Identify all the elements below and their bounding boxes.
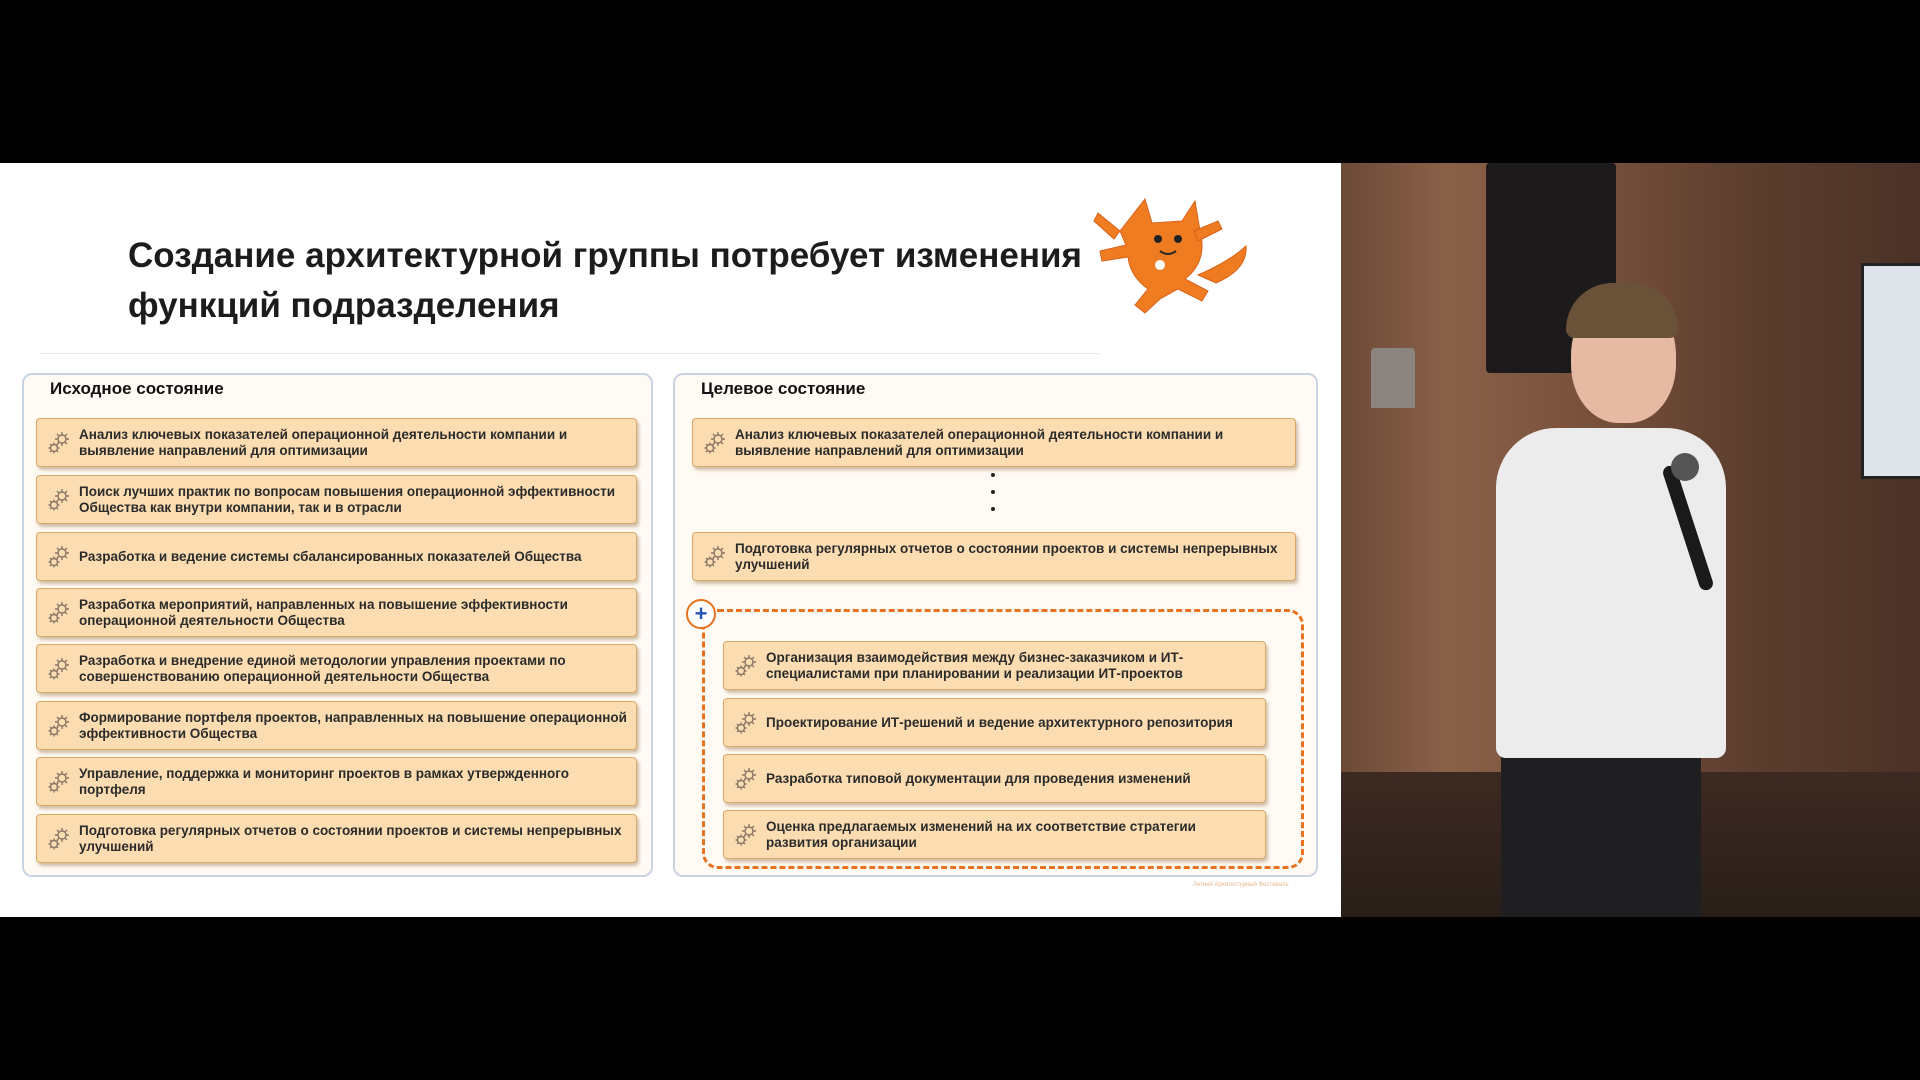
current-function-item (36, 588, 637, 637)
function-text: Анализ ключевых показателей операционной деятельности компании и выявление направлений для оптимизации (735, 426, 1224, 458)
gear-icon (45, 429, 73, 457)
function-text: Формирование портфеля проектов, направленных на повышение операционной эффективности Общества (79, 709, 627, 741)
plus-icon: + (686, 599, 716, 629)
current-state-title: Исходное состояние (50, 379, 224, 398)
current-function-item (36, 418, 637, 467)
function-text: Поиск лучших практик по вопросам повышения операционной эффективности Общества как внутри компании, так и в отрасли (79, 483, 616, 515)
gear-icon (732, 709, 760, 737)
gear-icon (45, 543, 73, 571)
orange-cat-mascot-icon (1090, 191, 1250, 321)
gear-icon (45, 655, 73, 683)
current-function-item (36, 757, 637, 806)
function-text: Разработка типовой документации для проведения изменений (766, 770, 1191, 786)
target-function-item (692, 418, 1296, 467)
function-text: Организация взаимодействия между бизнес-заказчиком и ИТ-специалистами при планировании и реализации ИТ-проектов (766, 649, 1184, 681)
function-text: Проектирование ИТ-решений и ведение архитектурного репозитория (766, 714, 1233, 730)
current-state-panel (22, 373, 653, 877)
new-function-item (723, 754, 1266, 803)
new-function-item (723, 698, 1266, 747)
gear-icon (45, 599, 73, 627)
ellipsis-vertical (991, 473, 997, 524)
function-text: Подготовка регулярных отчетов о состоянии проектов и системы непрерывных улучшений (735, 540, 1278, 572)
current-function-item (36, 701, 637, 750)
slide-title-line2: функций подразделения (128, 286, 560, 325)
side-screen (1861, 263, 1920, 479)
speaker-legs (1501, 753, 1701, 917)
function-text: Разработка мероприятий, направленных на повышение эффективности операционной деятельности Общества (79, 596, 568, 628)
gear-icon (45, 712, 73, 740)
wall-lamp (1371, 348, 1415, 408)
function-text: Разработка и внедрение единой методологии управления проектами по совершенствованию операционной деятельности Общества (79, 652, 566, 684)
new-function-item (723, 810, 1266, 859)
microphone-head (1671, 453, 1699, 481)
function-text: Разработка и ведение системы сбалансированных показателей Общества (79, 548, 582, 564)
function-text: Подготовка регулярных отчетов о состоянии проектов и системы непрерывных улучшений (79, 822, 622, 854)
slide-title (128, 231, 1108, 331)
title-divider (40, 353, 1100, 354)
gear-icon (701, 429, 729, 457)
function-text: Управление, поддержка и мониторинг проектов в рамках утвержденного портфеля (79, 765, 569, 797)
target-state-panel (673, 373, 1318, 877)
gear-icon (732, 765, 760, 793)
gear-icon (45, 768, 73, 796)
gear-icon (732, 821, 760, 849)
new-function-item (723, 641, 1266, 690)
current-function-item (36, 814, 637, 863)
slide-title-line1: Создание архитектурной группы потребует изменения (128, 236, 1082, 275)
event-footnote: Летний Архитектурный Фестиваль (1193, 882, 1289, 888)
function-text: Анализ ключевых показателей операционной деятельности компании и выявление направлений для оптимизации (79, 426, 568, 458)
presentation-slide (0, 163, 1341, 917)
gear-icon (45, 825, 73, 853)
current-function-item (36, 532, 637, 581)
function-text: Оценка предлагаемых изменений на их соответствие стратегии развития организации (766, 818, 1196, 850)
target-state-title: Целевое состояние (701, 379, 866, 398)
gear-icon (45, 486, 73, 514)
speaker-video (1341, 163, 1920, 917)
gear-icon (701, 543, 729, 571)
current-function-item (36, 644, 637, 693)
current-function-item (36, 475, 637, 524)
gear-icon (732, 652, 760, 680)
target-function-item (692, 532, 1296, 581)
